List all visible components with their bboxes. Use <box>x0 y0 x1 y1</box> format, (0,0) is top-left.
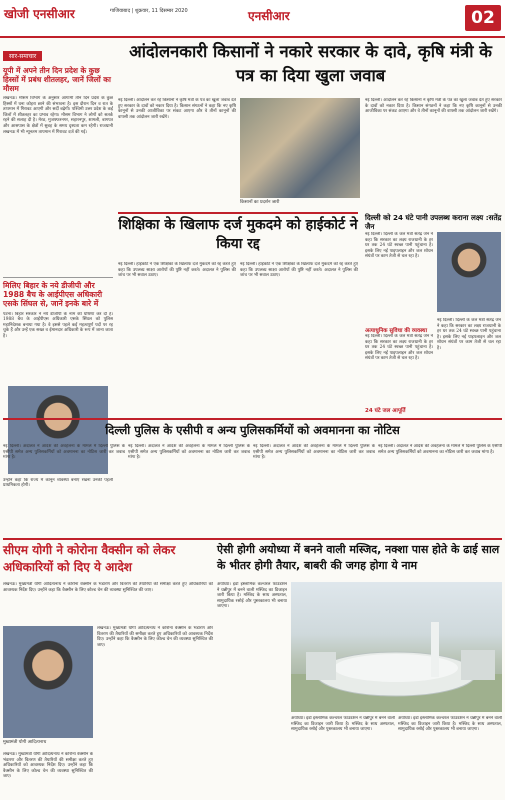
police-body-4: नई दिल्ली। अदालत ने आदेश की अवहेलना के मामले में दिल्ली पुलिस के एसीपी समेत अन्य पुलिसकर्मियों को अवमानना का नोटिस जारी कर जवाब मांगा है। <box>378 444 502 455</box>
mosque-design-image <box>291 582 502 712</box>
mosque-illustration <box>291 582 502 712</box>
vaccine-body-2: लखनऊ। मुख्यमंत्री योगी आदित्यनाथ ने कोरोना वैक्सीन के भंडारण और वितरण की तैयारियों की समीक्षा करते हुए अधिकारियों को आवश्यक निर्देश दिए। उन्होंने कहा कि वैक्सीन के लिए कोल्ड चेन की व्यवस्था सुनिश्चित की जाए। <box>97 626 213 648</box>
police-body-3: नई दिल्ली। अदालत ने आदेश की अवहेलना के मामले में दिल्ली पुलिस के एसीपी समेत अन्य पुलिसकर्मियों को अवमानना का नोटिस जारी कर जवाब मांगा है। <box>253 444 375 461</box>
dateline: गाजियाबाद | शुक्रवार, 11 दिसम्बर 2020 <box>110 8 188 14</box>
water-subhead-2: 24 घंटे जल आपूर्ति <box>365 408 406 414</box>
yogi-photo <box>3 626 93 738</box>
farmers-protest-photo <box>240 98 360 198</box>
water-headline: दिल्ली को 24 घंटे पानी उपलब्ध कराना लक्ष्य :सतेंद्र जैन <box>365 213 502 231</box>
divider <box>3 538 502 540</box>
minister-photo <box>437 232 501 312</box>
court-body: नई दिल्ली। हाईकोर्ट ने एक शिक्षिका के खिलाफ दर्ज मुकदमे को रद्द करते हुए कहा कि उपलब्ध साक्ष्य आरोपों की पुष्टि नहीं करते। अदालत ने पुलिस की जांच पर भी सवाल उठाए। <box>118 262 236 279</box>
main-story-body: नई दिल्ली। आंदोलन कर रहे किसानों ने कृषि मंत्री के पत्र का खुला जवाब देते हुए सरकार के दावों को नकार दिया है। किसान संगठनों ने कहा कि नए कृषि कानूनों से उनकी आजीविका पर संकट आएगा और वे तीनों कानूनों की वापसी तक आंदोलन जारी रखेंगे। <box>118 98 236 120</box>
story3-body: उन्होंने कहा कि राज्य में कानून व्यवस्था बनाए रखना उनकी पहली प्राथमिकता होगी। <box>3 477 113 489</box>
mosque-headline: ऐसी होगी अयोध्या में बनने वाली मस्जिद, नक्शा पास होते के ढाई साल के भीतर होगी तैयार, बाबरी की जगह होगा ये नाम <box>217 543 500 572</box>
police-headline: दिल्ली पुलिस के एसीपी व अन्य पुलिसकर्मियों को अवमानना का नोटिस <box>105 423 400 437</box>
water-body-2: नई दिल्ली। दिल्ली के जल मंत्री सतेंद्र जैन ने कहा कि सरकार का लक्ष्य राजधानी के हर घर तक 24 घंटे स्वच्छ पानी पहुंचाना है। इसके लिए नई पाइपलाइन और जल शोधन संयंत्रों पर काम तेजी से चल रहा है। <box>365 334 433 362</box>
vaccine-body: लखनऊ। मुख्यमंत्री योगी आदित्यनाथ ने कोरोना वैक्सीन के भंडारण और वितरण की तैयारियों की समीक्षा करते हुए अधिकारियों को आवश्यक निर्देश दिए। उन्होंने कहा कि वैक्सीन के लिए कोल्ड चेन की व्यवस्था सुनिश्चित की जाए। <box>3 582 213 593</box>
story2-body: पटना। बिहार सरकार ने नये डीजीपी के नाम की घोषणा कर दी है। 1988 बैच के आईपीएस अधिकारी एसके सिंघल को पुलिस महानिदेशक बनाया गया है। वे इससे पहले कई महत्वपूर्ण पदों पर रह चुके हैं और उन्हें एक सख्त व ईमानदार अधिकारी के रूप में जाना जाता है। <box>3 311 113 339</box>
mosque-body-3: अयोध्या। इंडो इस्लामिक कल्चरल फाउंडेशन ने धन्नीपुर में बनने वाली मस्जिद का डिजाइन जारी किया है। मस्जिद के साथ अस्पताल, सामुदायिक रसोई और पुस्तकालय भी बनाया जाएगा। <box>398 716 502 733</box>
court-body-2: नई दिल्ली। हाईकोर्ट ने एक शिक्षिका के खिलाफ दर्ज मुकदमे को रद्द करते हुए कहा कि उपलब्ध साक्ष्य आरोपों की पुष्टि नहीं करते। अदालत ने पुलिस की जांच पर भी सवाल उठाए। <box>240 262 358 279</box>
court-headline: शिक्षिका के खिलाफ दर्ज मुकदमे को हाईकोर्ट ने किया रद्द <box>118 217 358 252</box>
divider <box>3 418 502 420</box>
police-body-2: नई दिल्ली। अदालत ने आदेश की अवहेलना के मामले में दिल्ली पुलिस के एसीपी समेत अन्य पुलिसकर्मियों को अवमानना का नोटिस जारी कर जवाब मांगा है। <box>128 444 250 461</box>
page-number: 02 <box>465 5 501 31</box>
vaccine-caption: मुख्यमंत्री योगी आदित्यनाथ <box>3 740 47 745</box>
mosque-body: अयोध्या। इंडो इस्लामिक कल्चरल फाउंडेशन ने धन्नीपुर में बनने वाली मस्जिद का डिजाइन जारी किया है। मस्जिद के साथ अस्पताल, सामुदायिक रसोई और पुस्तकालय भी बनाया जाएगा। <box>217 582 287 610</box>
water-subhead: अत्याधुनिक सुविधा की व्यवस्था <box>365 328 427 334</box>
brand-logo: खोजी एनसीआर <box>4 7 75 21</box>
story1-body: लखनऊ। मौसम विभाग के अनुसार आगामी तीन दिन प्रदेश के कुछ हिस्सों में घना कोहरा छाने की संभावना है। इस दौरान दिन व रात के तापमान में गिरावट आएगी और सर्दी बढ़ेगी। पश्चिमी उत्तर प्रदेश के कई जिलों में शीतलहर का प्रभाव रहेगा। मौसम विभाग ने लोगों को सतर्क रहने की सलाह दी है। मेरठ, मुजफ्फरनगर, सहारनपुर, शामली, बागपत और आसपास के क्षेत्रों में सुबह के समय दृश्यता कम रहेगी। राजधानी लखनऊ में भी न्यूनतम तापमान में गिरावट दर्ज की गई। <box>3 96 113 135</box>
story1-headline: यूपी में अपने तीन दिन प्रदेश के कुछ हिस्सों में प्रबंध शीतलहर, जानें जिलों का मौसम <box>3 66 111 93</box>
divider <box>118 212 358 214</box>
main-story-body-2: नई दिल्ली। आंदोलन कर रहे किसानों ने कृषि मंत्री के पत्र का खुला जवाब देते हुए सरकार के दावों को नकार दिया है। किसान संगठनों ने कहा कि नए कृषि कानूनों से उनकी आजीविका पर संकट आएगा और वे तीनों कानूनों की वापसी तक आंदोलन जारी रखेंगे। <box>365 98 502 115</box>
vaccine-body-3: लखनऊ। मुख्यमंत्री योगी आदित्यनाथ ने कोरोना वैक्सीन के भंडारण और वितरण की तैयारियों की समीक्षा करते हुए अधिकारियों को आवश्यक निर्देश दिए। उन्होंने कहा कि वैक्सीन के लिए कोल्ड चेन की व्यवस्था सुनिश्चित की जाए। <box>3 752 93 780</box>
section-tag: सार-समाचार <box>3 51 42 61</box>
police-body: नई दिल्ली। अदालत ने आदेश की अवहेलना के मामले में दिल्ली पुलिस के एसीपी समेत अन्य पुलिसकर्मियों को अवमानना का नोटिस जारी कर जवाब मांगा है। <box>3 444 125 461</box>
section-title: एनसीआर <box>248 9 290 23</box>
main-headline: आंदोलनकारी किसानों ने नकारे सरकार के दावे, कृषि मंत्री के पत्र का दिया खुला जवाब <box>129 42 492 85</box>
divider <box>3 277 113 278</box>
vaccine-headline: सीएम योगी ने कोरोना वैक्सीन को लेकर अधिकारियों को दिए ये आदेश <box>3 543 176 574</box>
water-body-3: नई दिल्ली। दिल्ली के जल मंत्री सतेंद्र जैन ने कहा कि सरकार का लक्ष्य राजधानी के हर घर तक 24 घंटे स्वच्छ पानी पहुंचाना है। इसके लिए नई पाइपलाइन और जल शोधन संयंत्रों पर काम तेजी से चल रहा है। <box>437 318 501 351</box>
story2-headline: मिलिए बिहार के नये डीजीपी और 1988 बैच के आईपीएस अधिकारी एसके सिंघल से, जानें इनके बारे में <box>3 281 103 309</box>
water-body: नई दिल्ली। दिल्ली के जल मंत्री सतेंद्र जैन ने कहा कि सरकार का लक्ष्य राजधानी के हर घर तक 24 घंटे स्वच्छ पानी पहुंचाना है। इसके लिए नई पाइपलाइन और जल शोधन संयंत्रों पर काम तेजी से चल रहा है। <box>365 232 433 260</box>
photo-caption: किसानों का प्रदर्शन जारी <box>240 200 280 205</box>
mosque-body-2: अयोध्या। इंडो इस्लामिक कल्चरल फाउंडेशन ने धन्नीपुर में बनने वाली मस्जिद का डिजाइन जारी किया है। मस्जिद के साथ अस्पताल, सामुदायिक रसोई और पुस्तकालय भी बनाया जाएगा। <box>291 716 395 733</box>
